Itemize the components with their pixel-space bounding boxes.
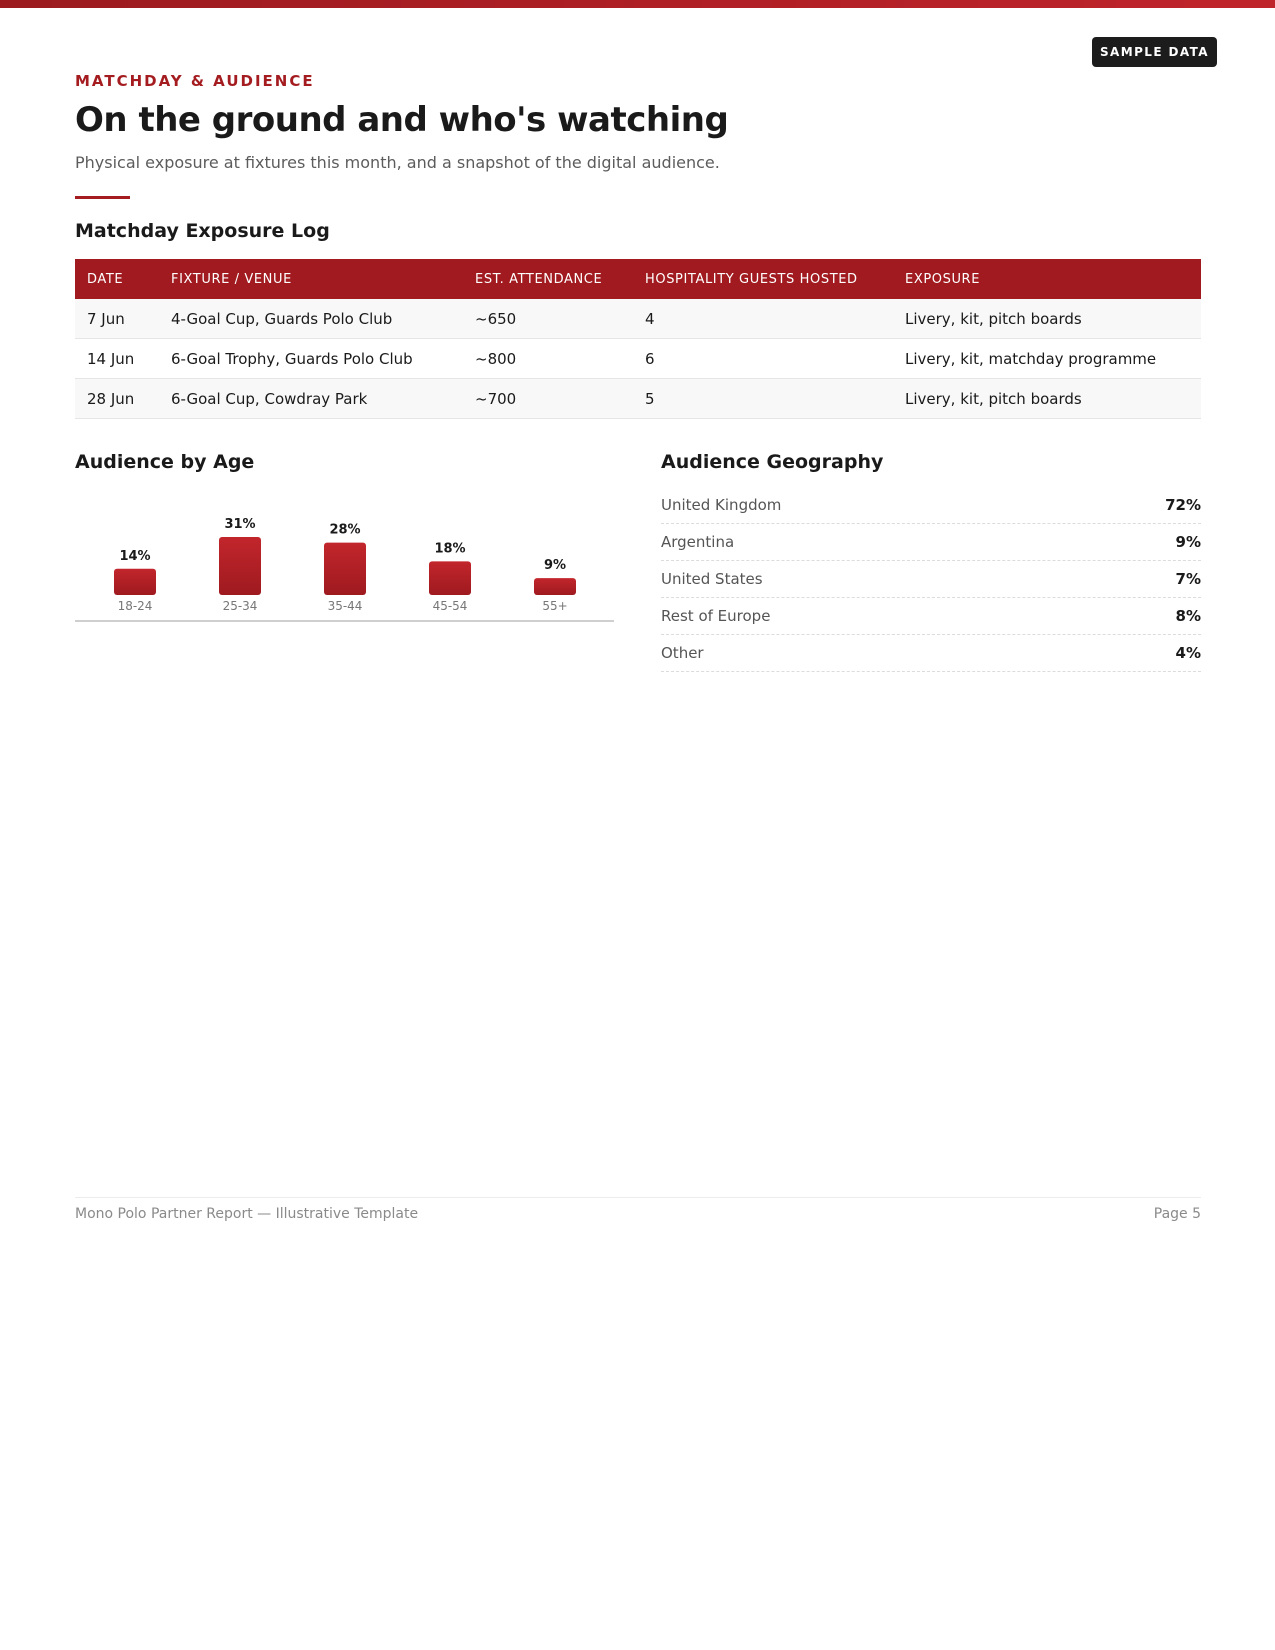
geography-heading: Audience Geography (661, 451, 884, 473)
category-tick-label: 25-34 (222, 599, 258, 613)
table-row (75, 379, 1201, 419)
footer-report-name: Mono Polo Partner Report — Illustrative Template (75, 1206, 419, 1222)
cell-hospitality: 4 (633, 299, 893, 339)
category-tick-label: 35-44 (327, 599, 363, 613)
bar-value-label: 18% (434, 541, 466, 557)
sample-data-badge: SAMPLE DATA (1092, 37, 1217, 67)
cell-hospitality: 5 (633, 379, 893, 419)
section-kicker: MATCHDAY & AUDIENCE (75, 72, 315, 90)
bar-value-label: 31% (224, 517, 256, 532)
bar-18-24 (114, 569, 156, 595)
cell-hospitality: 6 (633, 339, 893, 379)
column-header-attendance: EST. ATTENDANCE (463, 259, 633, 299)
bar-value-label: 14% (119, 548, 151, 564)
cell-attendance: ~650 (463, 299, 633, 339)
cell-fixture: 6-Goal Cup, Cowdray Park (159, 379, 463, 419)
accent-divider (75, 196, 130, 199)
bar-55+ (534, 578, 576, 595)
table-row (75, 339, 1201, 379)
country-share: 8% (1175, 607, 1201, 625)
footer-divider (75, 1197, 1201, 1198)
country-name: United Kingdom (661, 496, 782, 514)
column-header-hospitality: HOSPITALITY GUESTS HOSTED (633, 259, 893, 299)
country-share: 7% (1175, 570, 1201, 588)
cell-date: 14 Jun (75, 339, 159, 379)
cell-exposure: Livery, kit, matchday programme (893, 339, 1201, 379)
page-title: On the ground and who's watching (75, 100, 729, 140)
bar-35-44 (324, 543, 366, 595)
exposure-log-table (75, 259, 1201, 419)
cell-fixture: 6-Goal Trophy, Guards Polo Club (159, 339, 463, 379)
list-item (661, 524, 1201, 561)
bar-value-label: 28% (329, 522, 361, 538)
exposure-log-heading: Matchday Exposure Log (75, 220, 330, 242)
category-tick-label: 45-54 (432, 599, 468, 613)
table-row (75, 299, 1201, 339)
page-subtitle: Physical exposure at fixtures this month, and a snapshot of the digital audience. (75, 153, 720, 172)
cell-attendance: ~700 (463, 379, 633, 419)
age-bar-chart (75, 500, 614, 622)
cell-date: 7 Jun (75, 299, 159, 339)
country-name: Rest of Europe (661, 607, 771, 625)
list-item (661, 561, 1201, 598)
country-share: 9% (1175, 533, 1201, 551)
column-header-fixture: FIXTURE / VENUE (159, 259, 463, 299)
country-share: 72% (1165, 496, 1201, 514)
cell-date: 28 Jun (75, 379, 159, 419)
bar-value-label: 9% (543, 558, 567, 574)
category-tick-label: 55+ (542, 599, 568, 613)
cell-attendance: ~800 (463, 339, 633, 379)
top-accent-bar (0, 0, 1275, 8)
list-item (661, 598, 1201, 635)
geography-list (661, 487, 1201, 672)
bar-45-54 (429, 561, 471, 595)
country-name: United States (661, 570, 763, 588)
country-name: Argentina (661, 533, 735, 551)
bar-25-34 (219, 537, 261, 595)
category-tick-label: 18-24 (117, 599, 153, 613)
page-number: Page 5 (1153, 1206, 1201, 1222)
country-name: Other (661, 644, 704, 662)
list-item (661, 487, 1201, 524)
age-chart-heading: Audience by Age (75, 451, 255, 473)
table-header-row (75, 259, 1201, 299)
cell-exposure: Livery, kit, pitch boards (893, 299, 1201, 339)
cell-fixture: 4-Goal Cup, Guards Polo Club (159, 299, 463, 339)
column-header-exposure: EXPOSURE (893, 259, 1201, 299)
cell-exposure: Livery, kit, pitch boards (893, 379, 1201, 419)
column-header-date: DATE (75, 259, 159, 299)
country-share: 4% (1175, 644, 1201, 662)
list-item (661, 635, 1201, 672)
